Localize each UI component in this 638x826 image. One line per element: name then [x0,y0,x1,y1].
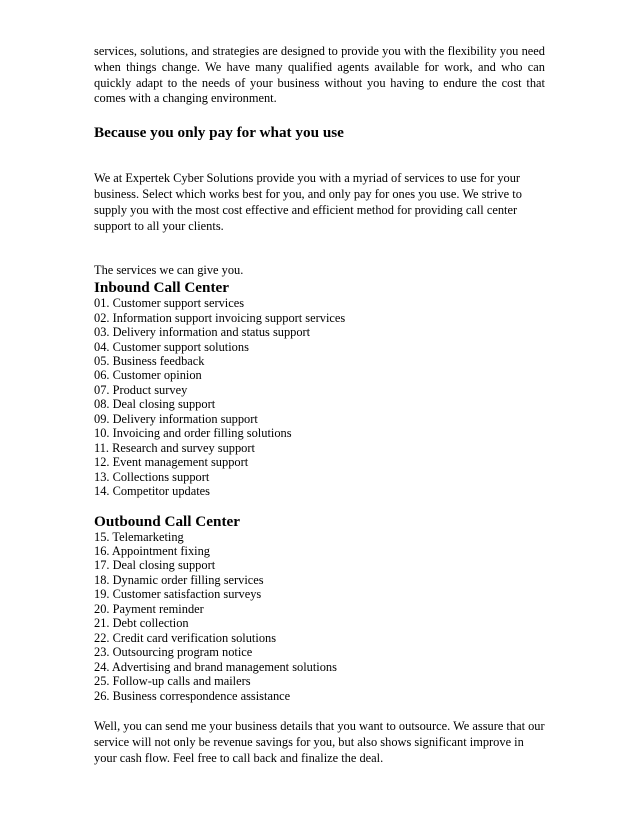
inbound-list [94,296,545,498]
list-item: 20. Payment reminder [94,601,204,616]
list-item: 23. Outsourcing program notice [94,645,253,660]
list-item: 03. Delivery information and status support [94,325,311,340]
list-item: 16. Appointment fixing [94,543,210,558]
spacer [94,107,545,124]
document-page [94,44,545,766]
list-item: 17. Deal closing support [94,558,216,573]
spacer [94,499,545,513]
list-item: 19. Customer satisfaction surveys [94,587,262,602]
list-item: 18. Dynamic order filling services [94,572,264,587]
list-item: 15. Telemarketing [94,529,184,544]
list-item: 04. Customer support solutions [94,339,249,354]
pay-heading: Because you only pay for what you use [94,124,344,142]
intro-paragraph: services, solutions, and strategies are designed to provide you with the flexibility you need when things change. We have many qualified agents available for work, and who can quickly adapt to the needs of your business without you having to endure the cost that comes with a changing environment. [94,44,545,106]
outbound-heading: Outbound Call Center [94,512,240,530]
closing-paragraph: Well, you can send me your business details that you want to outsource. We assure that our service will not only be revenue savings for you, but also shows significant improve in your cash flow. Feel free to call back and finalize the deal. [94,718,545,765]
list-item: 01. Customer support services [94,296,245,311]
inbound-heading: Inbound Call Center [94,279,230,297]
list-item: 07. Product survey [94,382,188,397]
spacer [94,142,545,171]
list-item: 06. Customer opinion [94,368,202,383]
spacer [94,703,545,719]
pay-paragraph: We at Expertek Cyber Solutions provide you with a myriad of services to use for your business. Select which works best for you, and only pay for ones you use. We strive to supply you with the most cost effective and efficient method for providing call center support to all your clients. [94,171,522,233]
outbound-list [94,530,545,703]
list-item: 09. Delivery information support [94,411,258,426]
list-item: 12. Event management support [94,455,249,470]
spacer [94,234,545,263]
list-item: 14. Competitor updates [94,484,210,499]
list-item: 02. Information support invoicing support services [94,310,346,325]
list-item: 08. Deal closing support [94,397,216,412]
list-item: 26. Business correspondence assistance [94,688,291,703]
list-item: 22. Credit card verification solutions [94,630,277,645]
services-intro: The services we can give you. [94,263,244,278]
list-item: 25. Follow-up calls and mailers [94,674,251,689]
list-item: 05. Business feedback [94,353,205,368]
list-item: 13. Collections support [94,469,210,484]
list-item: 11. Research and survey support [94,440,255,455]
list-item: 24. Advertising and brand management solutions [94,659,337,674]
list-item: 10. Invoicing and order filling solutions [94,426,292,441]
list-item: 21. Debt collection [94,616,189,631]
